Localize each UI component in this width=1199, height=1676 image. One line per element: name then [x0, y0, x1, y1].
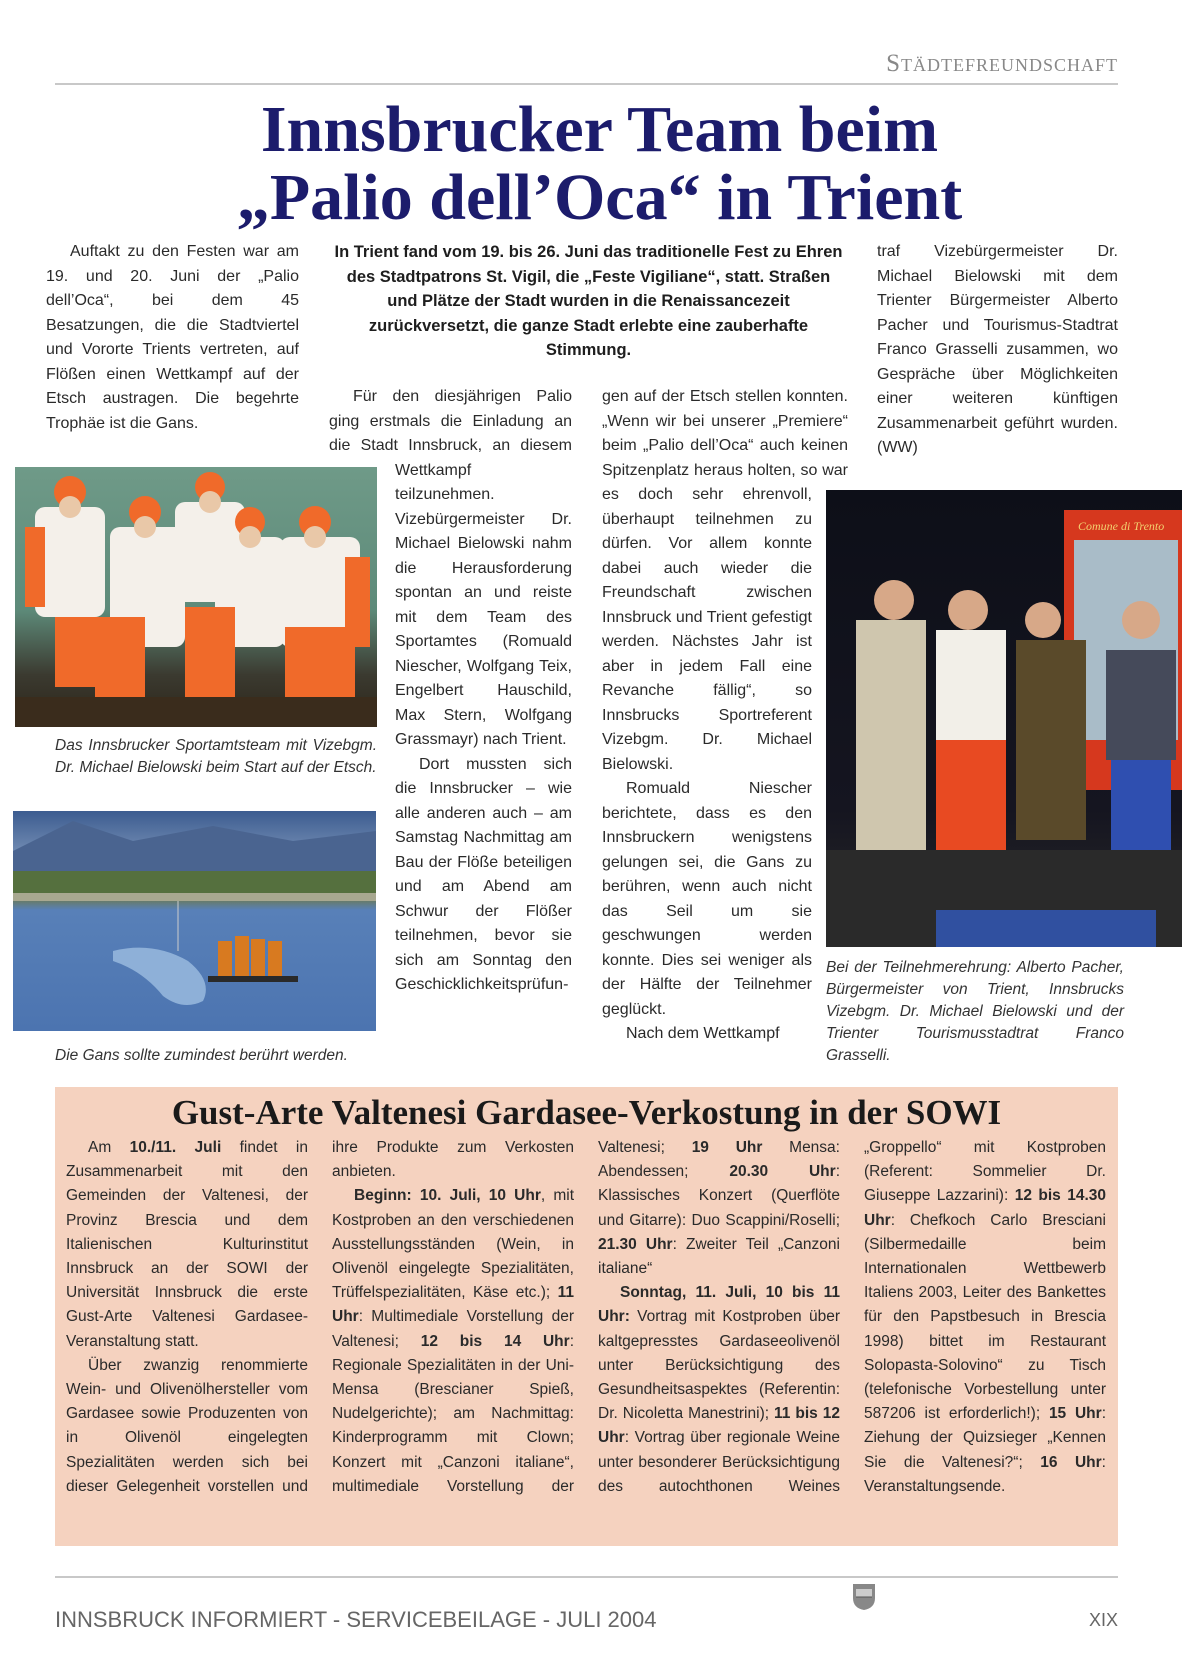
event-box-title: Gust-Arte Valtenesi Gardasee-Verkostung in der SOWI	[171, 1093, 1002, 1132]
page-number: XIX	[1088, 1610, 1118, 1630]
event-time-highlight: 21.30 Uhr	[598, 1235, 673, 1253]
body-paragraph: Romuald Niescher berichtete, dass es den Innsbruckern wenigstens gelungen sei, die Gans zu berühren, wenn auch nicht das Seil um sie geschwungen werden konnte. Dies sei weniger als der Hälfte der Teilnehmer geglückt.	[602, 780, 812, 1018]
banner-text: Comune di Trento	[1078, 519, 1165, 533]
event-time-highlight: 16 Uhr	[1040, 1453, 1102, 1471]
event-text: : Chefkoch Carlo Bresciani (Silbermedaille beim Internationalen Wettbewerb Italiens 2003, Leiter des Bankettes für den Papstbesuch in Brescia 1998) bittet im Restaurant Solopasta-Solovino“ zu Tisch (telefonische Vorbestellung unter 587206 ist erforderlich!);	[864, 1211, 1106, 1423]
publication-footer: INNSBRUCK INFORMIERT - SERVICEBEILAGE - JULI 2004	[55, 1607, 657, 1632]
body-paragraph: Für den diesjährigen Palio ging erstmals die Einladung an die Stadt Innsbruck, an diesem Wettkampf teilzunehmen. Vizebürgermeister Dr. Michael Bielowski nahm die Herausforderung spontan an und reiste mit dem Team des Sportamtes (Romuald Niescher, Wolfgang Teix, Engelbert Hauschild, Max Stern, Wolfgang Grassmayr) nach Trient.	[329, 388, 572, 748]
photo-caption: Bei der Teilnehmerehrung: Alberto Pacher, Bürgermeister von Trient, Innsbrucks Vizebgm. Dr. Michael Bielowski und der Trienter Tourismusstadtrat Franco Grasselli.	[826, 959, 1124, 1064]
body-paragraph: gen auf der Etsch stellen konnten. „Wenn wir bei unserer „Premiere“ beim „Palio dell’Oca“ auch keinen Spitzenplatz heraus holten, so war es doch sehr ehrenvoll, überhaupt teilnehmen zu dürfen. Vor allem konnte dabei auch wieder die Freundschaft zwischen Innsbruck und Trient gefestigt werden. Nächstes Jahr ist aber in jedem Fall eine Revanche fällig“, so Innsbrucks Sportreferent Vizebgm. Dr. Michael Bielowski.	[602, 388, 848, 773]
ceremony-photo	[826, 490, 1182, 947]
event-text: : Ziehung der Quizsieger „Kennen Sie die Valtenesi?“;	[864, 1405, 1106, 1471]
article-title	[0, 93, 1199, 234]
event-time-highlight: Sonntag, 11. Juli, 10 bis 11 Uhr:	[598, 1284, 840, 1326]
body-paragraph: traf Vizebürgermeister Dr. Michael Bielowski mit dem Trienter Bürgermeister Alberto Pacher und Tourismus-Stadtrat Franco Grasselli zusammen, wo Gespräche über Möglichkeiten einer weiteren künftigen Zusammenarbeit geführt wurden. (WW)	[877, 243, 1118, 456]
body-paragraph: Dort mussten sich die Innsbrucker – wie alle anderen auch – am Samstag Nachmittag am Bau der Flöße beteiligen und am Abend am Schwur der Flößer teilnehmen, bevor sie sich am Sonntag den Geschicklichkeitsprüfun-	[395, 755, 572, 993]
city-coat-of-arms-icon	[852, 1583, 876, 1611]
event-text: : Klassisches Konzert (Querflöte und Gitarre): Duo Scappini/Roselli;	[598, 1163, 840, 1229]
event-text: , mit Kostproben an den verschiedenen Ausstellungsständen (Wein, in Olivenöl eingelegte Spezialitäten, Trüffelspezialitäten, Käse etc.);	[332, 1187, 574, 1302]
body-column-c	[877, 240, 1118, 461]
event-time-highlight: 12 bis 14 Uhr	[420, 1332, 570, 1350]
event-time-highlight: Beginn: 10. Juli, 10 Uhr	[354, 1187, 541, 1205]
article-intro: In Trient fand vom 19. bis 26. Juni das traditionelle Fest zu Ehren des Stadtpatrons St. Vigil, die „Feste Vigiliane“, statt. Straßen und Plätze der Stadt wurden in die Renaissancezeit zurückversetzt, die ganze Stadt erlebte eine zauberhafte Stimmung.	[334, 243, 843, 359]
event-text: Vortrag mit Kostproben über kaltgepresstes Gardaseeolivenöl unter Berücksichtigung des Gesundheitsaspektes (Referentin: Dr. Nicoletta Manestrini);	[598, 1308, 840, 1423]
event-time-highlight: 10./11. Juli	[129, 1139, 222, 1156]
event-text: Am	[88, 1139, 130, 1156]
event-text: Über zwanzig renommierte Wein- und Olivenölhersteller vom Gardasee sowie Produzenten von in Olivenöl eingelegten Spezialitäten werden sich bei dieser Gelegenheit vorstellen und ihre Produkte zum Verkosten anbieten.	[66, 1139, 574, 1495]
event-text: : Vortrag über regionale Weine unter besonderer Berücksichtigung des autochthonen Weines „Groppello“ mit Kostproben (Referent: Sommelier Dr. Giuseppe Lazzarini):	[598, 1139, 1106, 1495]
event-time-highlight: 12 bis 14.30 Uhr	[864, 1187, 1106, 1229]
event-time-highlight: 11 bis 12 Uhr	[598, 1405, 840, 1447]
event-text: Mensa: Abendessen;	[598, 1139, 840, 1181]
photo-caption: Die Gans sollte zumindest berührt werden.	[55, 1047, 348, 1064]
event-paragraph	[66, 1136, 308, 1354]
event-time-highlight: 19 Uhr	[691, 1139, 763, 1156]
event-text: : Multimediale Vorstellung der Valtenesi;	[332, 1308, 574, 1350]
title-line-2: „Palio dell’Oca“ in Trient	[236, 161, 963, 234]
lead-column	[46, 240, 299, 436]
event-text: : Regionale Spezialitäten in der Uni-Mensa (Brescianer Spieß, Nudelgerichte); am Nachmittag: Kinderprogramm mit Clown; Konzert mit „Canzoni italiane“, multimediale Vorstellung der Valtenesi;	[332, 1139, 692, 1495]
header-rule	[55, 83, 1118, 85]
event-text: : Veranstaltungsende.	[864, 1453, 1106, 1495]
goose-photo	[13, 811, 376, 1031]
lead-text: Auftakt zu den Festen war am 19. und 20. Juni der „Palio dell’Oca“, bei dem 45 Besatzungen, die die Stadtviertel und Vororte Trients vertreten, auf Flößen einen Wettkampf auf der Etsch austragen. Die begehrte Trophäe ist die Gans.	[46, 243, 299, 432]
event-info-box	[55, 1087, 1118, 1546]
event-time-highlight: 20.30 Uhr	[729, 1163, 836, 1181]
event-box-text	[66, 1136, 1106, 1499]
body-column-b	[602, 385, 848, 1183]
event-time-highlight: 11 Uhr	[332, 1284, 574, 1326]
event-text: findet in Zusammenarbeit mit den Gemeinden der Valtenesi, der Provinz Brescia und dem Italienischen Kulturinstitut Innsbruck an der SOWI der Universität Innsbruck die erste Gust-Arte Valtenesi Gardasee-Veranstaltung statt.	[66, 1139, 308, 1350]
body-paragraph: Nach dem Wettkampf	[626, 1025, 780, 1042]
section-label: Städtefreundschaft	[886, 50, 1118, 77]
footer-rule	[55, 1576, 1118, 1578]
event-text: : Zweiter Teil „Canzoni italiane“	[598, 1235, 840, 1278]
photo-caption: Das Innsbrucker Sportamtsteam mit Vizebgm. Dr. Michael Bielowski beim Start auf der Etsch.	[55, 737, 377, 776]
title-line-1: Innsbrucker Team beim	[260, 93, 939, 166]
team-photo	[15, 467, 377, 727]
event-time-highlight: 15 Uhr	[1048, 1405, 1102, 1423]
